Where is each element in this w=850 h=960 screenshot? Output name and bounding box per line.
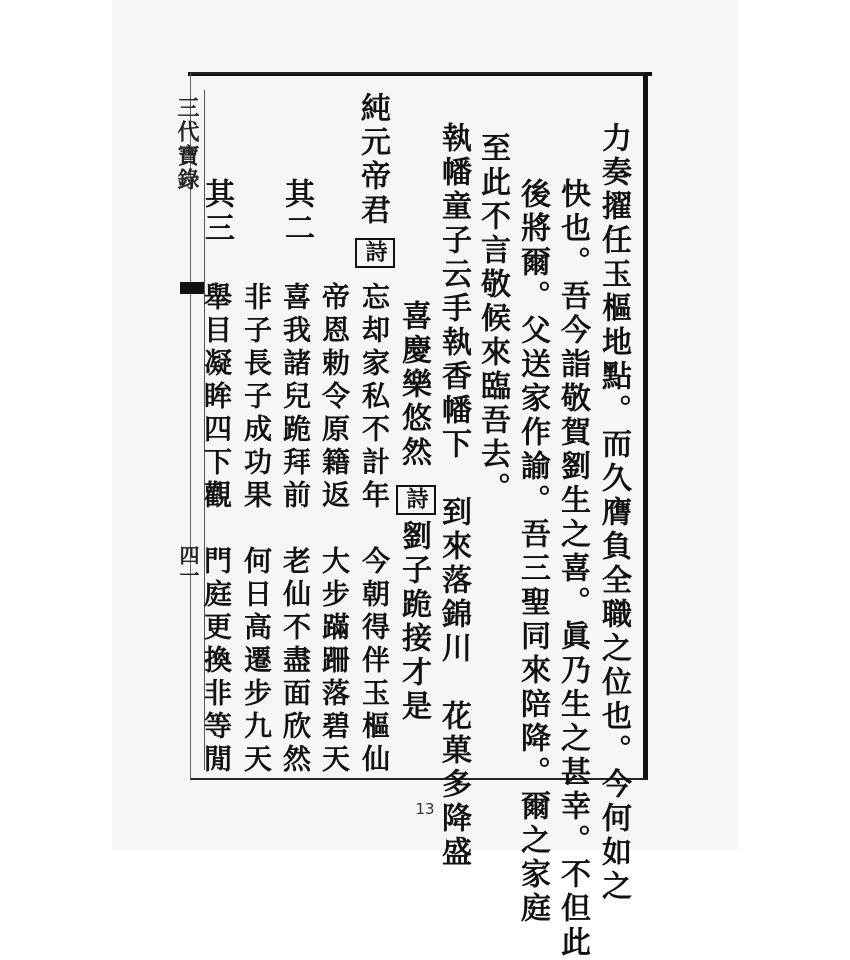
- text-column-6-part-1: 喜慶樂悠然: [396, 300, 431, 470]
- text-column-6-label: [396, 485, 436, 515]
- verse-line-4: 非子長子成功果 何日高遷步九天: [240, 282, 273, 777]
- margin-book-title: 三代寶錄: [174, 96, 200, 192]
- verse-line-1: 忘却家私不計年 今朝得伴玉樞仙: [358, 282, 391, 777]
- text-column-1: 力奏擢任玉樞地點。而久膺負全職之位也。今何如之: [596, 122, 631, 904]
- poem-label-box: 詩: [396, 485, 436, 515]
- verse-line-2: 帝恩勅令原籍返 大步蹣跚落碧天: [318, 282, 351, 777]
- margin-page-number: 四一: [176, 545, 200, 585]
- verse-line-3: 喜我諸兒跪拜前 老仙不盡面欣然: [279, 282, 312, 777]
- verse-line-5: 舉目凝眸四下觀 門庭更換非等閒: [200, 282, 233, 777]
- text-column-3: 後將爾。父送家作諭。吾三聖同來陪降。爾之家庭: [515, 178, 550, 926]
- text-column-7-label: [355, 238, 395, 268]
- verse-heading-3: 其三: [199, 178, 234, 246]
- text-column-5: 執幡童子云手執香幡下 到來落錦川 花菓多降盛: [436, 122, 471, 870]
- verse-heading-2: 其二: [279, 178, 314, 246]
- text-column-7-heading: 純元帝君: [355, 92, 390, 228]
- footer-page-number: 13: [415, 800, 435, 818]
- poem-label-box-2: 詩: [355, 238, 395, 268]
- text-column-4: 至此不言敬候來臨吾去。: [475, 132, 510, 506]
- text-column-6-part-2: 劉子跪接才是: [396, 520, 431, 724]
- text-column-2: 快也。吾今詣敬賀劉生之喜。眞乃生之甚幸。不但此: [555, 178, 590, 960]
